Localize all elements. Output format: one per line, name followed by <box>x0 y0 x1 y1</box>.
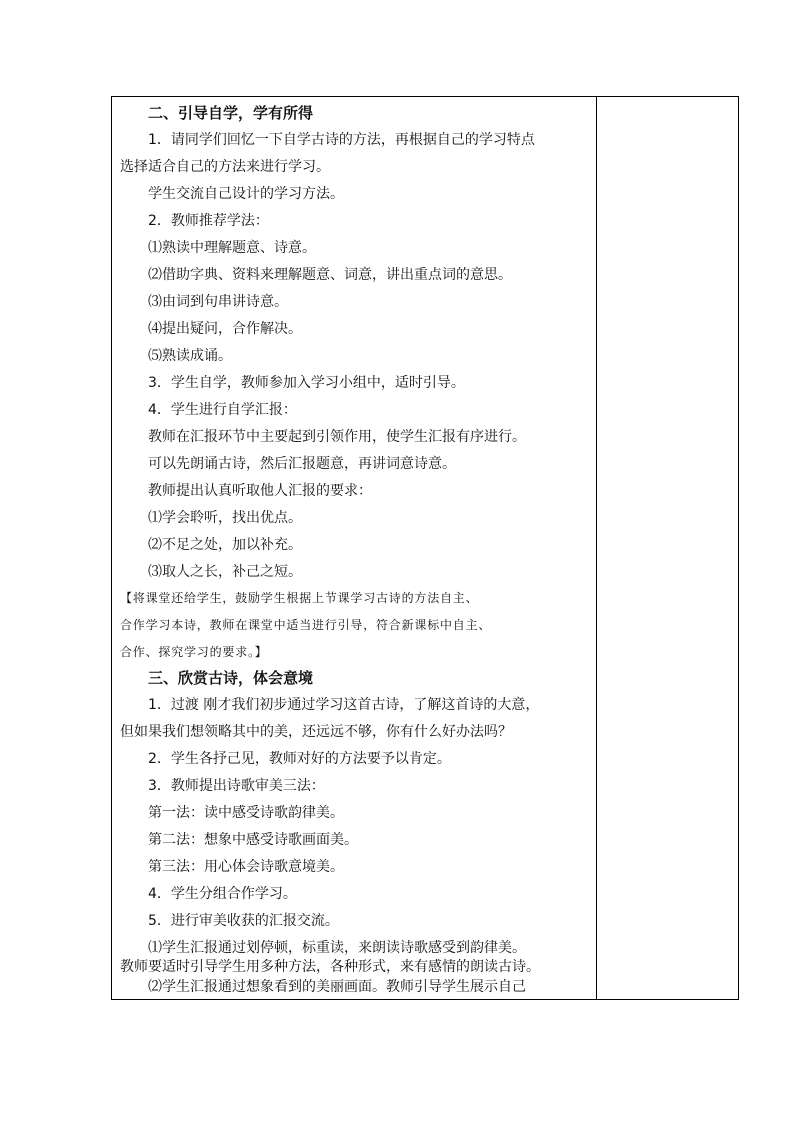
text-line: 2．学生各抒己见，教师对好的方法要予以肯定。 <box>148 751 451 767</box>
text-line: 5．进行审美收获的汇报交流。 <box>148 913 339 929</box>
text-line: ⑷提出疑问，合作解决。 <box>148 321 302 337</box>
text-line: 可以先朗诵古诗，然后汇报题意，再讲词意诗意。 <box>148 456 456 472</box>
text-line: 3．学生自学，教师参加入学习小组中，适时引导。 <box>148 375 465 391</box>
text-line: ⑴学会聆听，找出优点。 <box>148 510 302 526</box>
text-line: 教师要适时引导学生用多种方法，各种形式，来有感情的朗读古诗。 <box>120 959 540 975</box>
text-line: ⑴学生汇报通过划停顿，标重读，来朗读诗歌感受到韵律美。 <box>148 940 526 956</box>
design-note: 合作、探究学习的要求。】 <box>120 645 268 659</box>
text-line: 2．教师推荐学法： <box>148 213 269 229</box>
design-note: 合作学习本诗，教师在课堂中适当进行引导，符合新课标中自主、 <box>120 618 492 632</box>
text-line: 选择适合自己的方法来进行学习。 <box>120 159 330 175</box>
section-heading-2: 二、引导自学，学有所得 <box>148 104 314 122</box>
text-line: ⑶由词到句串讲诗意。 <box>148 294 288 310</box>
text-line: ⑴熟读中理解题意、诗意。 <box>148 240 316 256</box>
text-line: 第二法：想象中感受诗歌画面美。 <box>148 832 358 848</box>
text-line: 第一法：读中感受诗歌韵律美。 <box>148 805 344 821</box>
text-line: ⑸熟读成诵。 <box>148 348 232 364</box>
design-note: 【将课堂还给学生，鼓励学生根据上节课学习古诗的方法自主、 <box>120 591 479 605</box>
notes-cell <box>597 97 738 999</box>
text-line: 教师提出认真听取他人汇报的要求： <box>148 483 372 499</box>
section-heading-3: 三、欣赏古诗，体会意境 <box>148 669 314 687</box>
text-line: 1．请同学们回忆一下自学古诗的方法，再根据自己的学习特点 <box>148 132 535 148</box>
text-line: 3．教师提出诗歌审美三法： <box>148 778 325 794</box>
text-line: 4．学生分组合作学习。 <box>148 886 297 902</box>
text-line: 学生交流自己设计的学习方法。 <box>148 186 344 202</box>
text-line: 但如果我们想领略其中的美，还远远不够，你有什么好办法吗？ <box>120 724 512 740</box>
lesson-content-cell <box>112 97 595 999</box>
text-line: 第三法：用心体会诗歌意境美。 <box>148 859 344 875</box>
lesson-table <box>111 96 739 1000</box>
text-line: ⑵不足之处，加以补充。 <box>148 537 302 553</box>
text-line: 教师在汇报环节中主要起到引领作用，使学生汇报有序进行。 <box>148 429 526 445</box>
text-line: ⑵学生汇报通过想象看到的美丽画面。教师引导学生展示自己 <box>148 979 526 995</box>
text-line: ⑶取人之长，补己之短。 <box>148 564 302 580</box>
text-line: 4．学生进行自学汇报： <box>148 402 297 418</box>
text-line: ⑵借助字典、资料来理解题意、词意，讲出重点词的意思。 <box>148 267 512 283</box>
text-line: 1．过渡 刚才我们初步通过学习这首古诗，了解这首诗的大意， <box>148 697 540 713</box>
